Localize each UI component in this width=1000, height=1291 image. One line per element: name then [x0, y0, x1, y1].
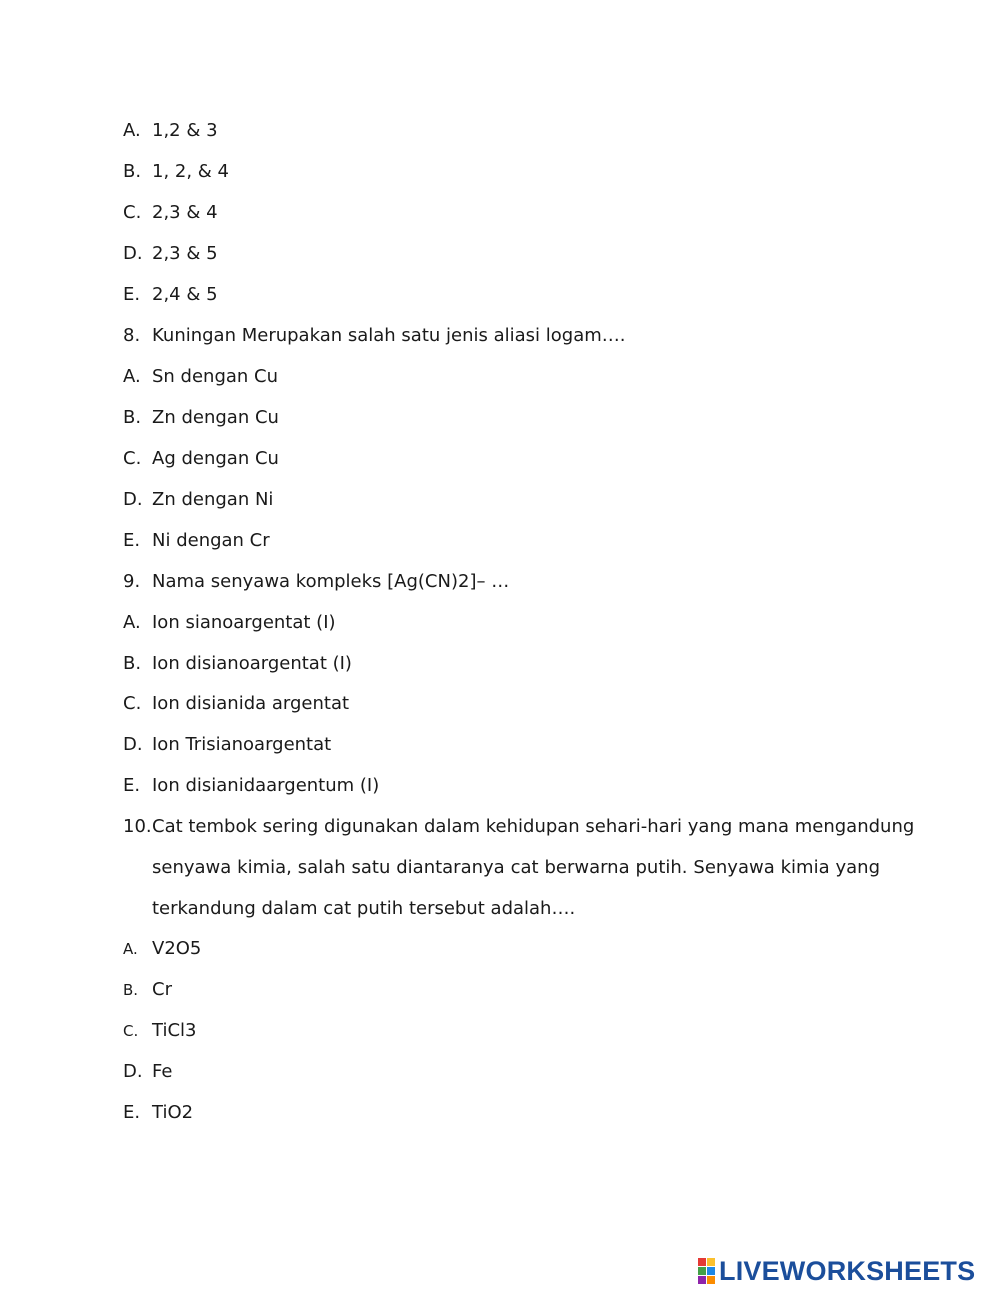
option-text: Ion sianoargentat (I): [152, 612, 336, 633]
option-text: Ion disianoargentat (I): [152, 653, 352, 674]
option-text: TiO2: [152, 1102, 194, 1123]
question-text-line-2: senyawa kimia, salah satu diantaranya cat berwarna putih. Senyawa kimia yang: [152, 857, 880, 878]
option-label: A.: [123, 366, 141, 387]
option-text: 2,3 & 4: [152, 202, 218, 223]
option-text: Cr: [152, 979, 172, 1000]
logo-tile: [707, 1258, 715, 1266]
option-text: Fe: [152, 1061, 173, 1082]
question-text-line-1: Cat tembok sering digunakan dalam kehidupan sehari-hari yang mana mengandung: [152, 816, 915, 837]
logo-tile: [698, 1267, 706, 1275]
option-text: Ag dengan Cu: [152, 448, 279, 469]
option-text: Ni dengan Cr: [152, 530, 270, 551]
option-label: D.: [123, 734, 143, 755]
option-label: C.: [123, 448, 142, 469]
logo-tile: [707, 1276, 715, 1284]
option-label: D.: [123, 243, 143, 264]
question-text: Kuningan Merupakan salah satu jenis aliasi logam….: [152, 325, 626, 346]
option-text: Ion Trisianoargentat: [152, 734, 332, 755]
question-number: 9.: [123, 571, 141, 592]
option-text: 2,3 & 5: [152, 243, 218, 264]
option-text: 2,4 & 5: [152, 284, 218, 305]
option-text: V2O5: [152, 938, 202, 959]
option-text: Zn dengan Cu: [152, 407, 279, 428]
option-text: Zn dengan Ni: [152, 489, 274, 510]
option-label: B.: [123, 161, 142, 182]
question-number: 8.: [123, 325, 141, 346]
option-label: C.: [123, 693, 142, 714]
option-label: D.: [123, 489, 143, 510]
option-label: B.: [123, 407, 142, 428]
option-text: Sn dengan Cu: [152, 366, 279, 387]
option-label: A.: [123, 120, 141, 141]
question-number: 10.: [123, 816, 152, 837]
question-text: Nama senyawa kompleks [Ag(CN)2]– …: [152, 571, 510, 592]
option-text: Ion disianidaargentum (I): [152, 775, 380, 796]
logo-tile: [698, 1258, 706, 1266]
liveworksheets-logo: [698, 1256, 975, 1286]
option-label: C.: [123, 202, 142, 223]
option-label: A.: [123, 612, 141, 633]
option-text: 1,2 & 3: [152, 120, 218, 141]
question-text-line-3: terkandung dalam cat putih tersebut adalah….: [152, 898, 576, 919]
option-label: D.: [123, 1061, 143, 1082]
option-label: B.: [123, 653, 142, 674]
option-text: 1, 2, & 4: [152, 161, 230, 182]
logo-tile: [707, 1267, 715, 1275]
option-label: C.: [123, 1022, 139, 1040]
logo-tile: [698, 1276, 706, 1284]
option-label: A.: [123, 940, 138, 958]
liveworksheets-logo-icon: [698, 1258, 715, 1284]
option-text: Ion disianida argentat: [152, 693, 350, 714]
option-label: E.: [123, 1102, 141, 1123]
option-label: B.: [123, 981, 139, 999]
option-label: E.: [123, 775, 141, 796]
logo-text: LIVEWORKSHEETS: [719, 1255, 976, 1286]
option-text: TiCl3: [152, 1020, 197, 1041]
option-label: E.: [123, 530, 141, 551]
option-label: E.: [123, 284, 141, 305]
